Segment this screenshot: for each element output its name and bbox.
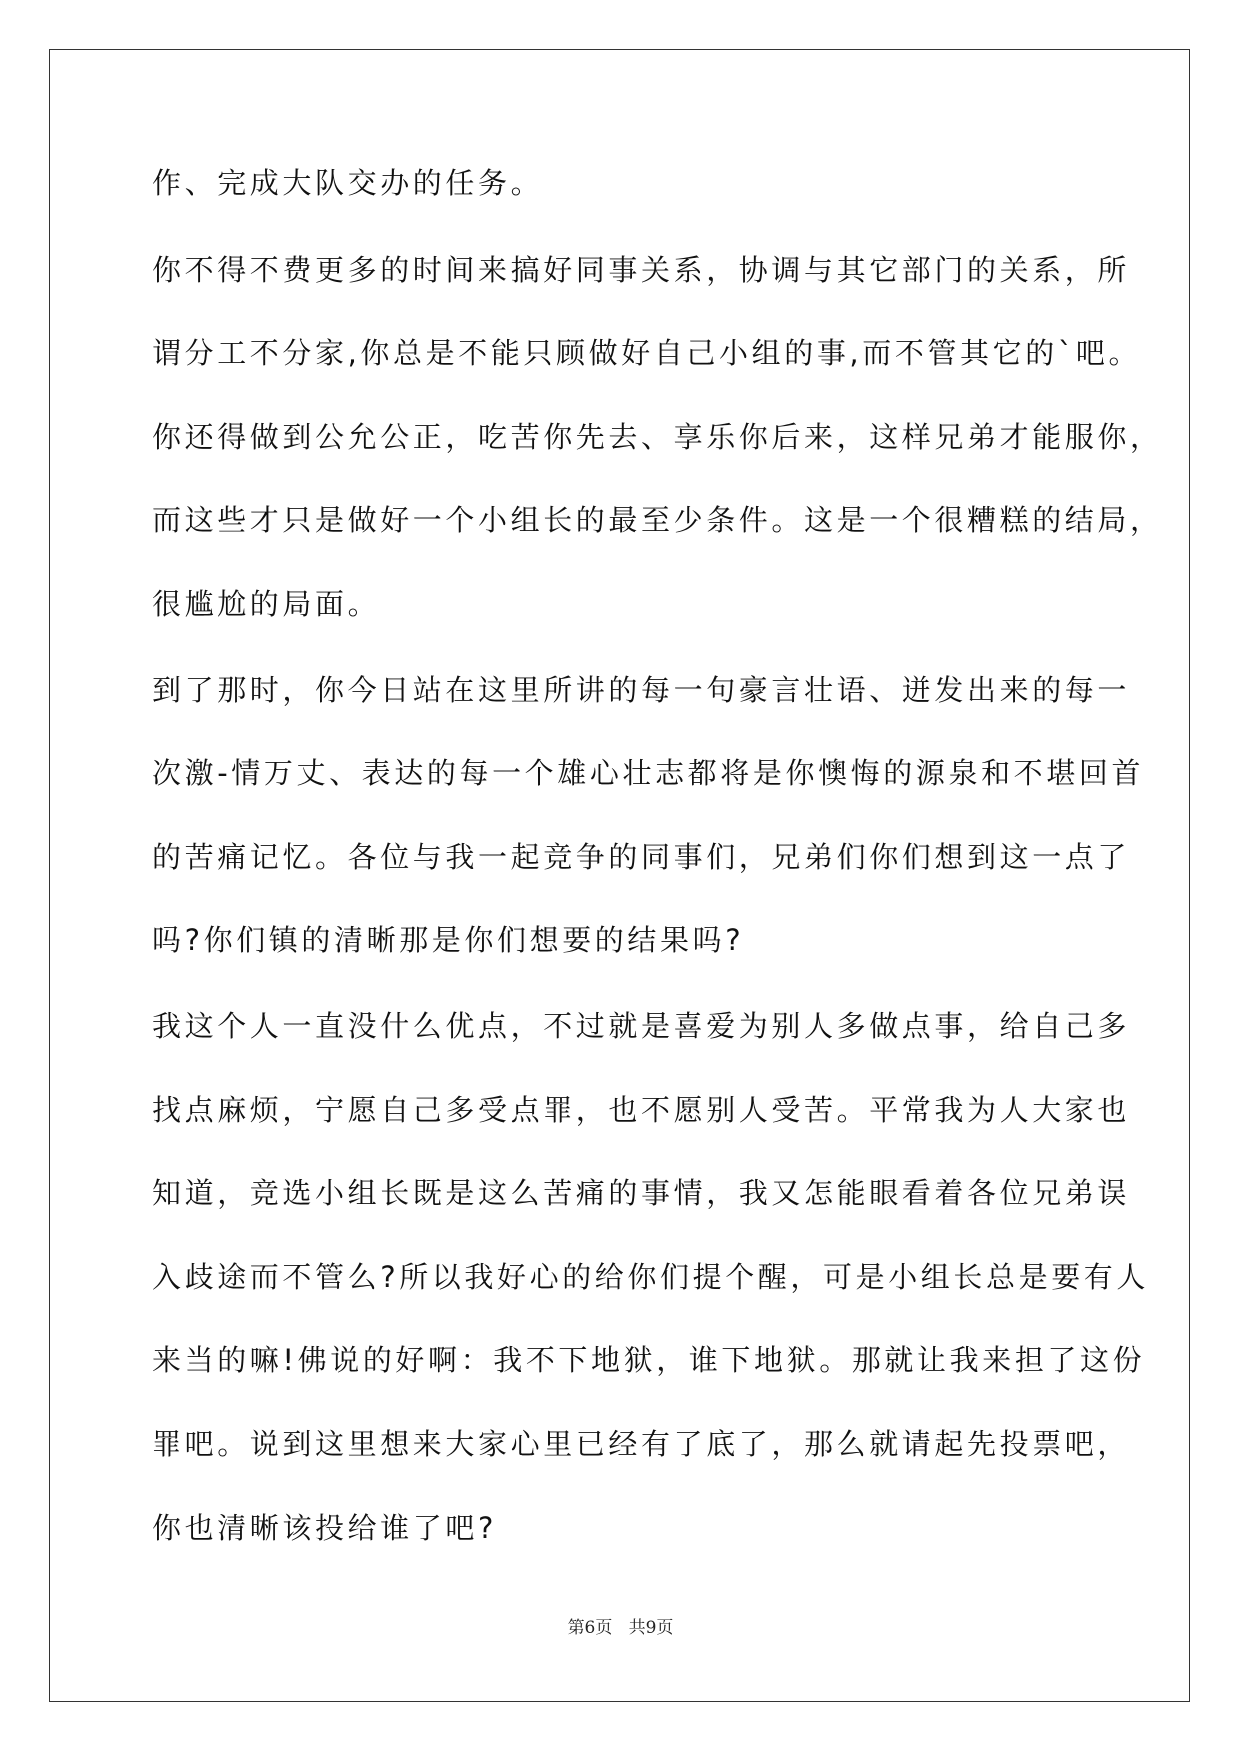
page-number: 第6页	[567, 1618, 613, 1638]
text-line: 找点麻烦，宁愿自己多受点罪，也不愿别人受苦。平常我为人大家也	[152, 1093, 1131, 1127]
text-line: 吗?你们镇的清晰那是你们想要的结果吗?	[152, 923, 745, 957]
text-line: 次激-情万丈、表达的每一个雄心壮志都将是你懊悔的源泉和不堪回首	[152, 756, 1145, 790]
text-line: 的苦痛记忆。各位与我一起竞争的同事们，兄弟们你们想到这一点了	[152, 840, 1131, 874]
text-line: 谓分工不分家,你总是不能只顾做好自己小组的事,而不管其它的`吧。	[152, 336, 1142, 370]
text-line: 罪吧。说到这里想来大家心里已经有了底了，那么就请起先投票吧，	[152, 1427, 1131, 1461]
text-line: 你还得做到公允公正，吃苦你先去、享乐你后来，这样兄弟才能服你，	[152, 420, 1163, 454]
text-line: 而这些才只是做好一个小组长的最至少条件。这是一个很糟糕的结局，	[152, 503, 1163, 537]
page-footer	[0, 1613, 1241, 1638]
text-line: 知道，竞选小组长既是这么苦痛的事情，我又怎能眼看着各位兄弟误	[152, 1176, 1131, 1210]
footer-spacer	[612, 1618, 628, 1638]
text-line: 来当的嘛!佛说的好啊：我不下地狱，谁下地狱。那就让我来担了这份	[152, 1343, 1146, 1377]
text-line: 你也清晰该投给谁了吧?	[152, 1511, 497, 1545]
text-line: 到了那时，你今日站在这里所讲的每一句豪言壮语、迸发出来的每一	[152, 673, 1131, 707]
text-line: 很尴尬的局面。	[152, 587, 381, 621]
text-line: 作、完成大队交办的任务。	[152, 166, 544, 200]
page-total: 共9页	[628, 1618, 674, 1638]
text-line: 你不得不费更多的时间来搞好同事关系，协调与其它部门的关系，所	[152, 253, 1131, 287]
text-line: 入歧途而不管么?所以我好心的给你们提个醒，可是小组长总是要有人	[152, 1260, 1149, 1294]
text-line: 我这个人一直没什么优点，不过就是喜爱为别人多做点事，给自己多	[152, 1009, 1131, 1043]
